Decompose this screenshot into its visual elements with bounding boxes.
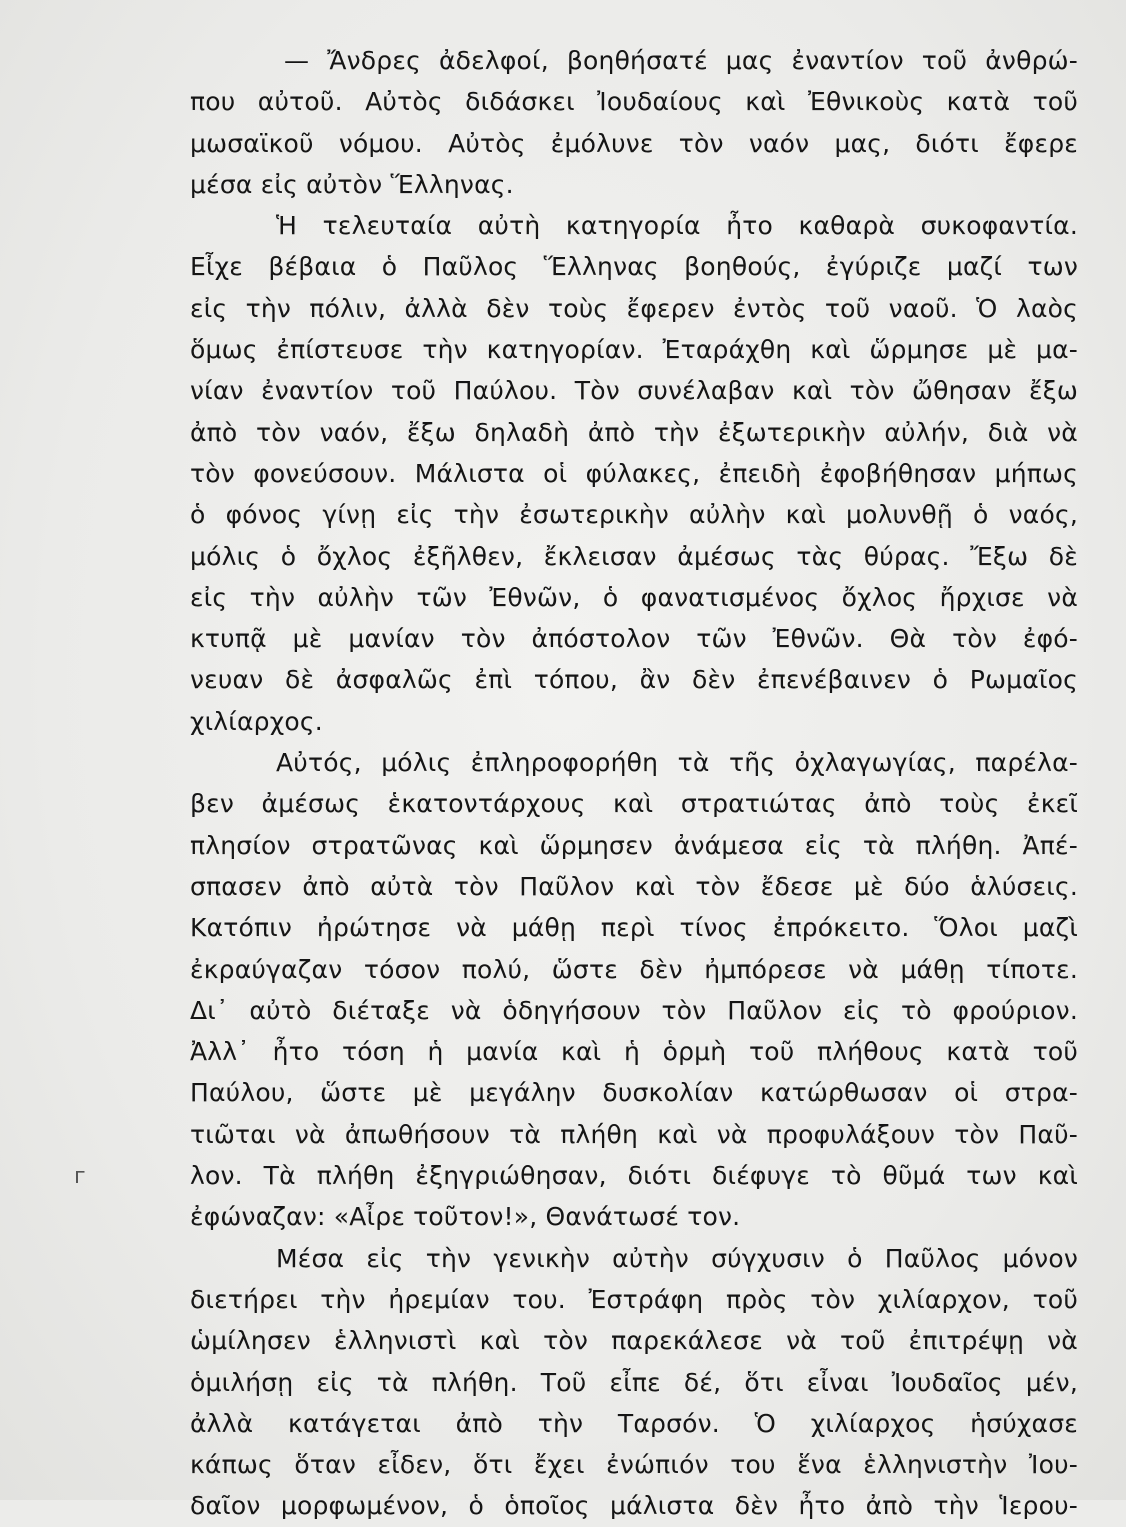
paragraph: [190, 205, 1078, 742]
text-line: ἀπὸ τὸν ναόν, ἔξω δηλαδὴ ἀπὸ τὴν ἐξωτερικὴν αὐλήν, διὰ νὰ: [190, 417, 1078, 447]
text-line: — Ἄνδρες ἀδελφοί, βοηθήσατέ μας ἐναντίον τοῦ ἀνθρώ-: [284, 46, 1078, 75]
text-line: σπασεν ἀπὸ αὐτὰ τὸν Παῦλον καὶ τὸν ἔδεσε μὲ δύο ἁλύσεις.: [190, 871, 1078, 901]
paragraph: [190, 742, 1078, 1238]
text-line: τὸν φονεύσουν. Μάλιστα οἱ φύλακες, ἐπειδὴ ἐφοβήθησαν μήπως: [190, 458, 1078, 488]
text-line: μόλις ὁ ὄχλος ἐξῆλθεν, ἔκλεισαν ἀμέσως τὰς θύρας. Ἔξω δὲ: [190, 541, 1078, 571]
body-text: [190, 40, 1078, 1527]
text-line: Εἶχε βέβαια ὁ Παῦλος Ἕλληνας βοηθούς, ἐγύριζε μαζί των: [190, 252, 1078, 282]
text-line: Κατόπιν ἠρώτησε νὰ μάθῃ περὶ τίνος ἐπρόκειτο. Ὅλοι μαζὶ: [190, 913, 1078, 943]
text-line: χιλίαρχος.: [190, 706, 323, 736]
text-line: διετήρει τὴν ἠρεμίαν του. Ἐστράφη πρὸς τὸν χιλίαρχον, τοῦ: [190, 1284, 1078, 1314]
text-line: ἀλλὰ κατάγεται ἀπὸ τὴν Ταρσόν. Ὁ χιλίαρχος ἡσύχασε: [190, 1408, 1078, 1438]
text-line: Μέσα εἰς τὴν γενικὴν αὐτὴν σύγχυσιν ὁ Παῦλος μόνον: [276, 1243, 1078, 1273]
text-line: τιῶται νὰ ἀπωθήσουν τὰ πλήθη καὶ νὰ προφυλάξουν τὸν Παῦ-: [190, 1119, 1078, 1149]
text-line: ὅμως ἐπίστευσε τὴν κατηγορίαν. Ἐταράχθη καὶ ὥρμησε μὲ μα-: [190, 335, 1078, 365]
text-line: που αὐτοῦ. Αὐτὸς διδάσκει Ἰουδαίους καὶ Ἐθνικοὺς κατὰ τοῦ: [190, 87, 1078, 117]
text-line: νίαν ἐναντίον τοῦ Παύλου. Τὸν συνέλαβαν καὶ τὸν ὤθησαν ἔξω: [190, 376, 1078, 406]
text-line: Ἀλλ᾽ ἦτο τόση ἡ μανία καὶ ἡ ὁρμὴ τοῦ πλήθους κατὰ τοῦ: [190, 1037, 1078, 1067]
text-line: ἐκραύγαζαν τόσον πολύ, ὥστε δὲν ἠμπόρεσε νὰ μάθῃ τίποτε.: [190, 954, 1078, 984]
text-line: λον. Τὰ πλήθη ἐξηγριώθησαν, διότι διέφυγε τὸ θῦμά των καὶ: [190, 1161, 1078, 1191]
text-line: πλησίον στρατῶνας καὶ ὥρμησεν ἀνάμεσα εἰς τὰ πλήθη. Ἀπέ-: [190, 830, 1078, 860]
text-line: Αὐτός, μόλις ἐπληροφορήθη τὰ τῆς ὀχλαγωγίας, παρέλα-: [276, 748, 1078, 778]
text-line: ἐφώναζαν: «Αἶρε τοῦτον!», Θανάτωσέ τον.: [190, 1202, 741, 1232]
text-line: ὁμιλήσῃ εἰς τὰ πλήθη. Τοῦ εἶπε δέ, ὅτι εἶναι Ἰουδαῖος μέν,: [190, 1367, 1078, 1397]
text-line: κάπως ὅταν εἶδεν, ὅτι ἔχει ἐνώπιόν του ἕνα ἑλληνιστὴν Ἰου-: [190, 1450, 1078, 1480]
paragraph: [190, 40, 1078, 205]
text-line: κτυπᾷ μὲ μανίαν τὸν ἀπόστολον τῶν Ἐθνῶν. Θὰ τὸν ἐφό-: [190, 624, 1078, 654]
text-line: Παύλου, ὥστε μὲ μεγάλην δυσκολίαν κατώρθωσαν οἱ στρα-: [190, 1078, 1078, 1108]
text-line: μέσα εἰς αὐτὸν Ἕλληνας.: [190, 169, 514, 199]
paragraph: [190, 1238, 1078, 1527]
text-line: ὁ φόνος γίνῃ εἰς τὴν ἐσωτερικὴν αὐλὴν καὶ μολυνθῇ ὁ ναός,: [190, 500, 1078, 530]
text-line: ὡμίλησεν ἑλληνιστὶ καὶ τὸν παρεκάλεσε νὰ τοῦ ἐπιτρέψῃ νὰ: [190, 1326, 1078, 1356]
text-line: δαῖον μορφωμένον, ὁ ὁποῖος μάλιστα δὲν ἦτο ἀπὸ τὴν Ἱερου-: [190, 1491, 1078, 1521]
text-line: Δι᾽ αὐτὸ διέταξε νὰ ὁδηγήσουν τὸν Παῦλον εἰς τὸ φρούριον.: [190, 995, 1078, 1025]
margin-pencil-mark: г: [74, 1164, 86, 1189]
text-line: μωσαϊκοῦ νόμου. Αὐτὸς ἐμόλυνε τὸν ναόν μας, διότι ἔφερε: [190, 128, 1078, 158]
text-line: Ἡ τελευταία αὐτὴ κατηγορία ἦτο καθαρὰ συκοφαντία.: [276, 211, 1078, 241]
text-line: νευαν δὲ ἀσφαλῶς ἐπὶ τόπου, ἂν δὲν ἐπενέβαινεν ὁ Ρωμαῖος: [190, 665, 1078, 695]
text-line: βεν ἀμέσως ἑκατοντάρχους καὶ στρατιώτας ἀπὸ τοὺς ἐκεῖ: [190, 789, 1078, 819]
text-line: εἰς τὴν πόλιν, ἀλλὰ δὲν τοὺς ἔφερεν ἐντὸς τοῦ ναοῦ. Ὁ λαὸς: [190, 293, 1078, 323]
text-line: εἰς τὴν αὐλὴν τῶν Ἐθνῶν, ὁ φανατισμένος ὄχλος ἤρχισε νὰ: [190, 582, 1078, 612]
